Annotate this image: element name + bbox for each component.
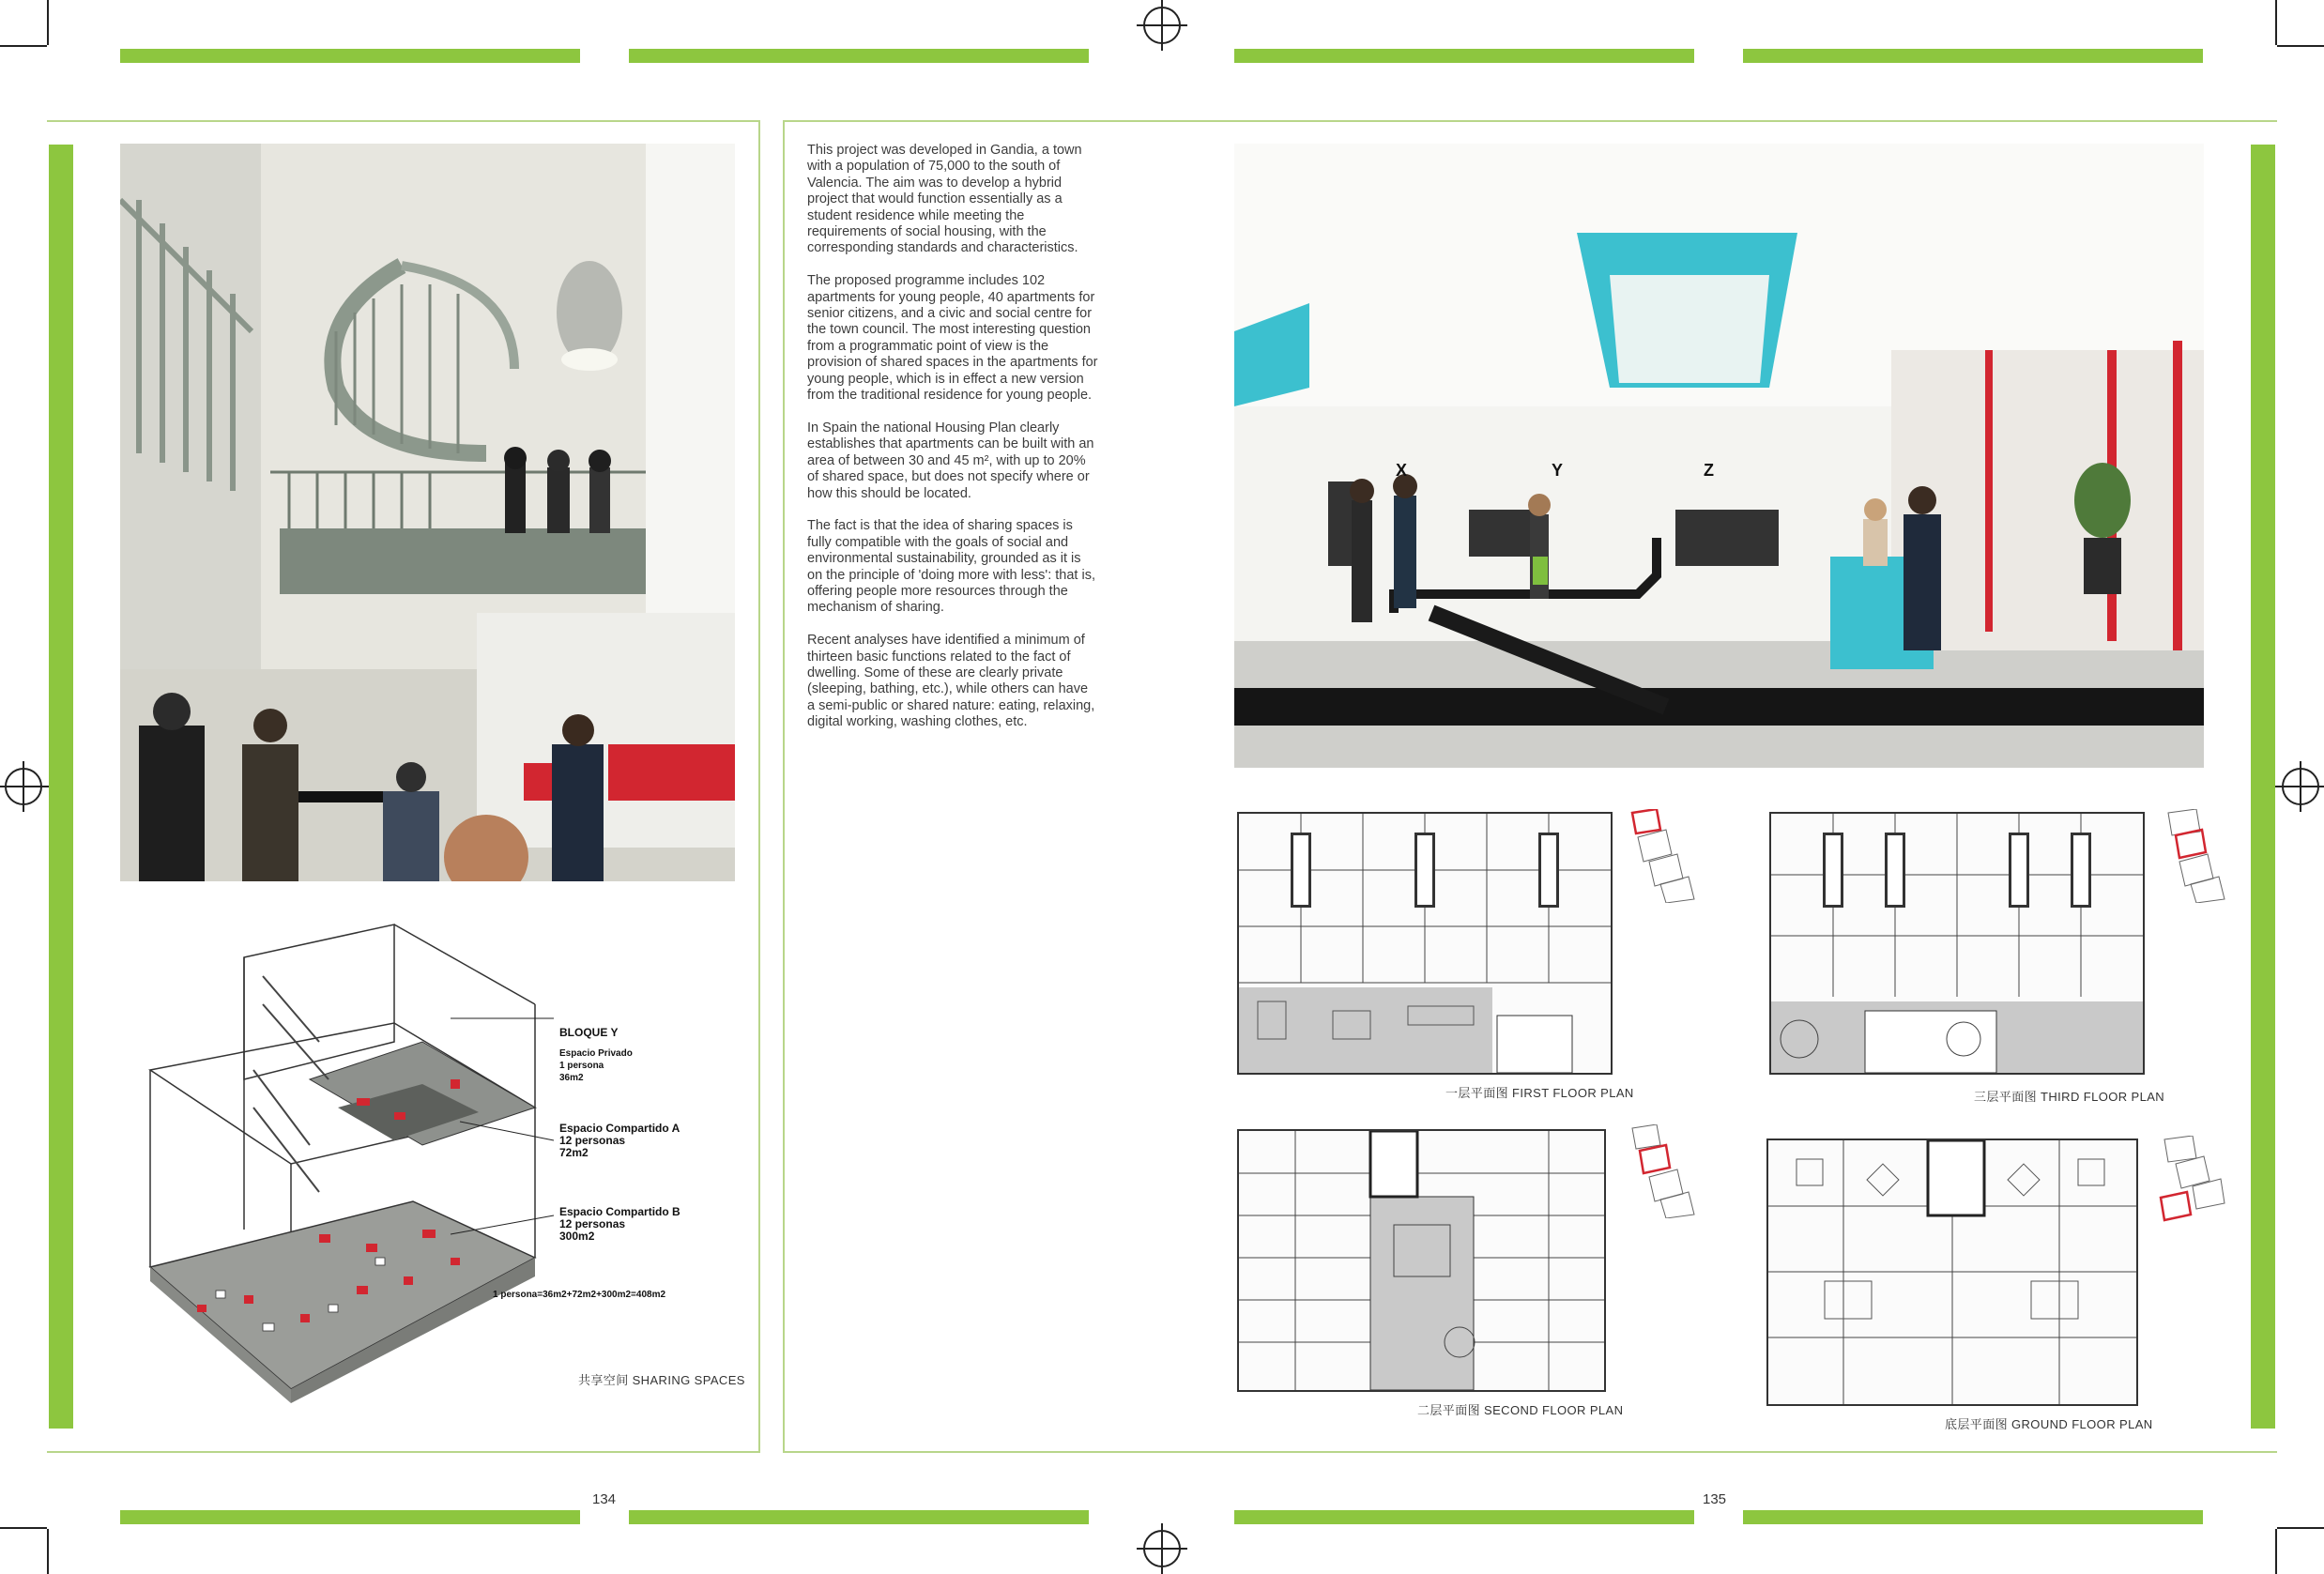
bottom-bar-3 [1234, 1510, 1694, 1524]
crop-mark [2277, 1527, 2324, 1529]
left-caption: 共享空间 SHARING SPACES [578, 1373, 745, 1387]
registration-mark-bottom [1137, 1523, 1187, 1574]
crop-mark [0, 45, 47, 47]
signage-x: X [1396, 461, 1408, 480]
top-bar-2 [629, 49, 1089, 63]
paragraph-4: The fact is that the idea of sharing spaces is fully compatible with the goals of social and environmental sustainability, grounded as it is on the principle of 'doing more with less': that is, offering people more resources through the mechanism of sharing. [807, 518, 1095, 616]
interior-photo-lobby [1234, 144, 2204, 768]
signage-z: Z [1704, 461, 1714, 480]
axonometric-diagram [141, 920, 723, 1408]
paragraph-1: This project was developed in Gandia, a town with a population of 75,000 to the south of Valencia. The aim was to develop a hybrid project that would function essentially as a student residence while meeting the requirements of social housing, with the corresponding standards and characteristics. [807, 143, 1082, 256]
key-plan-third [2159, 809, 2230, 903]
axo-shared-a-label: Espacio Compartido A 12 personas 72m2 [559, 1122, 680, 1159]
ground-floor-caption: 底层平面图 GROUND FLOOR PLAN [1945, 1417, 2153, 1431]
crop-mark [0, 1527, 47, 1529]
ground-floor-plan [1766, 1138, 2138, 1406]
axo-private-label: Espacio Privado 1 persona 36m2 [559, 1048, 633, 1083]
page-number-left: 134 [592, 1491, 617, 1507]
crop-mark [47, 0, 49, 45]
crop-mark [2277, 45, 2324, 47]
top-bar-4 [1743, 49, 2203, 63]
crop-mark [2275, 1529, 2277, 1574]
interior-photo-staircase [120, 144, 735, 881]
crop-mark [2275, 0, 2277, 45]
bottom-bar-2 [629, 1510, 1089, 1524]
registration-mark-top [1137, 0, 1187, 51]
third-floor-caption: 三层平面图 THIRD FLOOR PLAN [1974, 1090, 2165, 1104]
registration-mark-left [0, 761, 49, 812]
bottom-bar-1 [120, 1510, 580, 1524]
second-floor-plan [1237, 1129, 1606, 1392]
paragraph-3: In Spain the national Housing Plan clearly establishes that apartments can be built with an area of between 30 and 45 m², with up to 20% of shared space, but does not specify where or how this should be located. [807, 420, 1094, 501]
top-bar-3 [1234, 49, 1694, 63]
article-body [807, 143, 1098, 747]
key-plan-second [1628, 1124, 1700, 1218]
bottom-bar-4 [1743, 1510, 2203, 1524]
first-floor-caption: 一层平面图 FIRST FLOOR PLAN [1445, 1086, 1634, 1100]
second-floor-caption: 二层平面图 SECOND FLOOR PLAN [1417, 1403, 1624, 1417]
paragraph-5: Recent analyses have identified a minimum of thirteen basic functions related to the fact of dwelling. Some of these are clearly private (sleeping, bathing, etc.), while others can have a semi-public or shared nature: eating, relaxing, digital working, washing clothes, etc. [807, 633, 1095, 730]
first-floor-plan [1237, 812, 1613, 1075]
key-plan-ground [2155, 1136, 2226, 1230]
page-number-right: 135 [1703, 1491, 1727, 1507]
third-floor-plan [1769, 812, 2145, 1075]
signage-y: Y [1552, 461, 1564, 480]
crop-mark [47, 1529, 49, 1574]
registration-mark-right [2275, 761, 2324, 812]
axo-formula: 1 persona=36m2+72m2+300m2=408m2 [493, 1290, 666, 1300]
key-plan-first [1628, 809, 1700, 903]
axo-block-title: BLOQUE Y [559, 1026, 619, 1039]
top-bar-1 [120, 49, 580, 63]
axo-shared-b-label: Espacio Compartido B 12 personas 300m2 [559, 1205, 680, 1243]
paragraph-2: The proposed programme includes 102 apartments for young people, 40 apartments for senior citizens, and a civic and social centre for the town council. The most interesting question from a programmatic point of view is the provision of shared spaces in the apartments for young people, which is in effect a new version from the traditional residence for young people. [807, 273, 1098, 404]
